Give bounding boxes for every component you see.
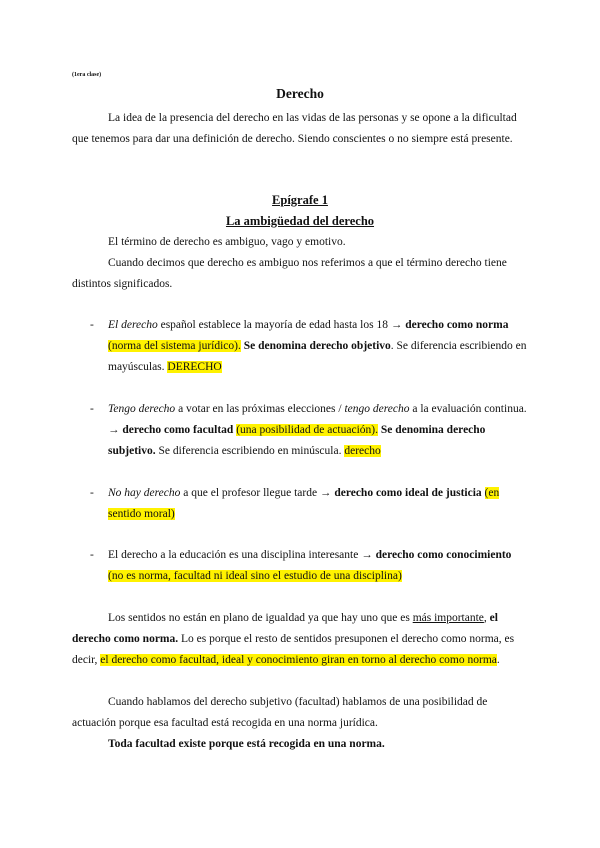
bold-term: Se denomina derecho objetivo — [240, 340, 391, 352]
text-run: . Se diferencia escribiendo en mayúsculas. — [108, 340, 527, 373]
intro-paragraph: La idea de la presencia del derecho en las vidas de las personas y se opone a la dificultad que tenemos para dar una definición de derecho. Siendo conscientes o no siempre está presente. — [72, 112, 517, 145]
paragraph-meanings: Cuando decimos que derecho es ambiguo nos referimos a que el término derecho tiene distintos significados. — [72, 257, 507, 290]
paragraph-conclusion: Toda facultad existe porque está recogida en una norma. — [108, 738, 385, 750]
text-run: Los sentidos no están en plano de igualdad ya que hay uno que es — [108, 612, 413, 624]
text-run: español establece la mayoría de edad hasta los 18 → — [157, 319, 406, 331]
page-title: Derecho — [276, 86, 324, 101]
text-run: a votar en las próximas elecciones / — [175, 403, 345, 415]
text-run: a que el profesor llegue tarde → — [180, 487, 335, 499]
italic-example: El derecho — [108, 319, 158, 331]
highlight: (no es norma, facultad ni ideal sino el estudio de una disciplina) — [108, 570, 402, 582]
bold-term: el derecho como norma. — [72, 612, 498, 645]
bullet-marker: - — [90, 319, 94, 331]
section-subtitle: La ambigüedad del derecho — [225, 214, 375, 228]
paragraph-ambiguous: El término de derecho es ambiguo, vago y emotivo. — [108, 236, 346, 248]
class-note: (1era clase) — [72, 72, 102, 78]
bold-term: derecho como facultad — [122, 424, 234, 436]
bullet-item-conocimiento — [108, 545, 528, 587]
highlight: DERECHO — [167, 361, 222, 373]
bullet-item-norma — [108, 315, 528, 378]
highlight: derecho — [344, 445, 381, 457]
bullet-item-justicia — [108, 483, 528, 525]
text-run: Lo es porque el resto de sentidos presuponen el derecho como norma, es decir, — [72, 633, 515, 666]
paragraph-importance — [72, 608, 522, 671]
bullet-marker: - — [90, 487, 94, 499]
italic-example: tengo derecho — [344, 403, 410, 415]
bullet-item-facultad — [108, 399, 528, 462]
bold-term: Se denomina derecho subjetivo. — [108, 424, 486, 457]
bold-term: derecho como conocimiento — [375, 549, 512, 561]
text-run: , — [483, 612, 490, 624]
text-run: El derecho a la educación es una disciplina interesante → — [108, 549, 376, 561]
italic-example: Tengo derecho — [108, 403, 176, 415]
bold-term: derecho como norma — [405, 319, 509, 331]
highlight: (una posibilidad de actuación). — [236, 424, 378, 436]
text-run: . — [496, 654, 500, 666]
highlight: (en sentido moral) — [108, 487, 500, 520]
italic-example: No hay derecho — [108, 487, 181, 499]
text-run: a la evaluación continua. → — [108, 403, 527, 436]
highlight: el derecho como facultad, ideal y conocimiento giran en torno al derecho como norma — [100, 654, 497, 666]
bullet-marker: - — [90, 549, 94, 561]
text-run: Se diferencia escribiendo en minúscula. — [155, 445, 345, 457]
epigraph-heading: Epígrafe 1 — [272, 193, 328, 207]
highlight: (norma del sistema jurídico). — [108, 340, 241, 352]
bold-term: derecho como ideal de justicia — [334, 487, 482, 499]
paragraph-subjective: Cuando hablamos del derecho subjetivo (facultad) hablamos de una posibilidad de actuación porque esa facultad está recogida en una norma jurídica. — [72, 696, 488, 729]
bullet-marker: - — [90, 403, 94, 415]
underlined-term: más importante — [412, 612, 484, 624]
